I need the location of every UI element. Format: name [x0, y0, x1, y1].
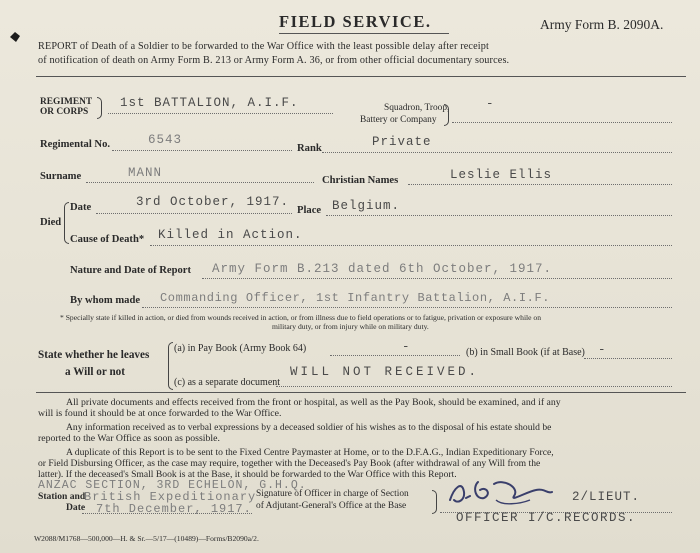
nature-date-report-label: Nature and Date of Report	[70, 265, 192, 276]
rank-dots	[322, 152, 672, 153]
place-dots	[326, 215, 672, 216]
squadron-value: -	[486, 97, 495, 111]
died-brace	[64, 202, 69, 244]
regiment-value: 1st BATTALION, A.I.F.	[120, 96, 299, 110]
will-b-dots	[584, 358, 672, 359]
regimental-no-dots	[112, 150, 292, 151]
will-b-value: -	[598, 343, 607, 357]
will-a-label: (a) in Pay Book (Army Book 64)	[174, 343, 307, 354]
instruction-3-line2: or Field Disbursing Officer, as the case may require, together with the Deceased's Pay Book (after withdrawal of any Will from the	[38, 458, 541, 469]
will-a-dots	[330, 355, 460, 356]
will-c-dots	[276, 386, 672, 387]
signature-label-line2: of Adjutant-General's Office at the Base	[256, 501, 407, 511]
station-typed: British Expeditionary	[84, 490, 257, 504]
will-c-label: (c) as a separate document	[174, 377, 281, 388]
print-line: W2088/M1768—500,000—H. & Sr.—5/17—(10489)—Forms/B2090a/2.	[34, 534, 259, 543]
instruction-1-line2: will is found it should be at once forwarded to the War Office.	[38, 408, 282, 419]
date-dots	[96, 213, 292, 214]
title-underline	[279, 33, 449, 34]
christian-names-value: Leslie Ellis	[450, 168, 553, 182]
regiment-dots	[108, 113, 333, 114]
section-typed: ANZAC SECTION, 3RD ECHELON, G.H.Q.	[38, 479, 307, 492]
date-of-death-value: 3rd October, 1917.	[136, 195, 290, 209]
cause-label: Cause of Death*	[70, 234, 145, 245]
will-b-label: (b) in Small Book (if at Base)	[466, 347, 585, 358]
instruction-3-line3: latter). If the deceased's Small Book is at the Base, it should be forwarded to the War Office with this Report.	[38, 469, 457, 480]
station-label: Station and	[38, 491, 86, 502]
instruction-2-line2: reported to the War Office as soon as possible.	[38, 433, 220, 444]
surname-value: MANN	[128, 166, 163, 180]
date-label: Date	[70, 202, 92, 213]
report-value: Army Form B.213 dated 6th October, 1917.	[212, 262, 553, 276]
report-dots	[202, 278, 672, 279]
instruction-2-line1: Any information received as to verbal expressions by a deceased soldier of his wishes as to the disposal of his estate should be	[66, 422, 552, 433]
header-rule	[36, 76, 686, 77]
instruction-3-line1: A duplicate of this Report is to be sent to the Fixed Centre Paymaster at Home, or to the D.F.A.G., Indian Expeditionary Force,	[66, 447, 554, 458]
regimental-no-label: Regimental No.	[40, 139, 111, 150]
army-form-number: Army Form B. 2090A.	[540, 17, 664, 32]
signature-label-line1: Signature of Officer in charge of Section	[256, 489, 409, 499]
place-value: Belgium.	[332, 199, 401, 213]
signature-rank: 2/LIEUT.	[572, 490, 641, 504]
will-brace	[168, 342, 173, 390]
intro-line-1: REPORT of Death of a Soldier to be forwarded to the War Office with the least possible delay after receipt	[38, 41, 489, 52]
signature-title: OFFICER I/C.RECORDS.	[456, 511, 637, 525]
footnote-line-2: military duty, or from injury while on military duty.	[272, 322, 429, 331]
form-title: FIELD SERVICE.	[279, 12, 432, 31]
rank-label: Rank	[297, 143, 322, 154]
punch-hole-mark	[8, 30, 22, 44]
place-label: Place	[297, 205, 322, 216]
squadron-brace	[444, 104, 449, 126]
will-question-line2: a Will or not	[65, 366, 125, 378]
regiment-brace	[97, 97, 102, 119]
footnote-line-1: * Specially state if killed in action, or died from wounds received in action, or from illness due to field operations or to fatigue, privation or exposure while on	[60, 313, 542, 322]
date-typed: 7th December, 1917.	[96, 502, 252, 516]
by-whom-label: By whom made	[70, 295, 141, 306]
intro-line-2: of notification of death on Army Form B. 213 or Army Form A. 36, or from other official documentary sources.	[38, 55, 510, 66]
instruction-1-line1: All private documents and effects received from the front or hospital, as well as the Pay Book, should be examined, and if any	[66, 397, 561, 408]
signature-brace	[432, 490, 437, 514]
squadron-label-line2: Battery or Company	[360, 115, 437, 125]
surname-dots	[86, 182, 314, 183]
christian-names-label: Christian Names	[322, 175, 399, 186]
section-rule	[36, 392, 686, 393]
cause-dots	[150, 245, 672, 246]
will-a-value: -	[402, 340, 411, 354]
cause-value: Killed in Action.	[158, 228, 303, 242]
regimental-no-value: 6543	[148, 133, 183, 147]
squadron-label-line1: Squadron, Troop,	[384, 103, 450, 113]
regiment-label-line2: OR CORPS	[40, 107, 89, 117]
by-whom-dots	[142, 307, 672, 308]
will-c-value: WILL NOT RECEIVED.	[290, 365, 480, 379]
squadron-dots	[452, 122, 672, 123]
regiment-label-line1: REGIMENT	[40, 97, 93, 107]
will-question-line1: State whether he leaves	[38, 349, 150, 361]
died-label: Died	[40, 217, 62, 228]
christian-names-dots	[408, 184, 672, 185]
station-dots	[82, 513, 252, 514]
date-footer-label: Date	[66, 502, 86, 513]
surname-label: Surname	[40, 171, 82, 182]
rank-value: Private	[372, 135, 432, 149]
handwritten-signature	[440, 470, 560, 512]
by-whom-value: Commanding Officer, 1st Infantry Battalion, A.I.F.	[160, 291, 551, 305]
